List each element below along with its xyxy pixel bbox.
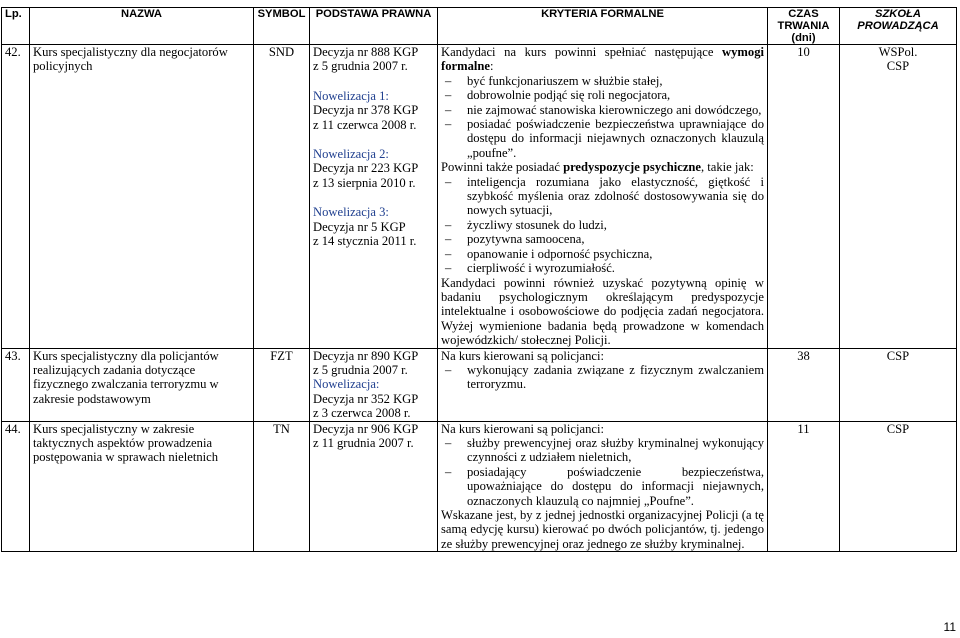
podstawa-line: z 5 grudnia 2007 r.: [313, 59, 408, 74]
header-podstawa: PODSTAWA PRAWNA: [310, 8, 438, 45]
row-42-symbol: SND: [254, 45, 310, 349]
list-item: – życzliwy stosunek do ludzi,: [445, 217, 607, 232]
kryteria-outro: Wskazane jest, by z jednej jednostki organizacyjnej Policji (a tę samą edycję kursu) kierować po dwóch policjantów, tj. jedengo ze służby prewencyjnej oraz jednego ze służby kryminalnej.: [441, 508, 764, 551]
podstawa-line: Decyzja nr 890 KGP: [313, 348, 419, 363]
kryteria-list: [441, 363, 764, 392]
nowelizacja-label: Nowelizacja 1:: [313, 88, 389, 103]
podstawa-line: Decyzja nr 378 KGP: [313, 103, 419, 118]
list-item: – opanowanie i odporność psychiczna,: [445, 246, 653, 261]
header-szkola-line2: PROWADZĄCA: [857, 20, 939, 32]
header-szkola: [840, 8, 957, 45]
kryteria-intro: Na kurs kierowani są policjanci:: [441, 421, 604, 436]
table-header-row: [2, 8, 957, 45]
list-item: – cierpliwość i wyrozumiałość.: [445, 261, 615, 276]
row-43-podstawa: [310, 348, 438, 421]
row-42-nazwa: Kurs specjalistyczny dla negocjatorów policyjnych: [30, 45, 254, 349]
row-44-symbol: TN: [254, 421, 310, 552]
row-42-kryteria: [438, 45, 768, 349]
row-43-kryteria: [438, 348, 768, 421]
podstawa-line: z 3 czerwca 2008 r.: [313, 406, 411, 421]
podstawa-line: z 5 grudnia 2007 r.: [313, 362, 408, 377]
podstawa-line: z 14 stycznia 2011 r.: [313, 234, 417, 249]
row-42-szkola: [840, 45, 957, 349]
kryteria-predyspozycje: Powinni także posiadać predyspozycje psychiczne, takie jak:: [441, 160, 754, 175]
podstawa-line: Decyzja nr 223 KGP: [313, 161, 419, 176]
table-row: [2, 421, 957, 552]
list-item: – inteligencja rozumiana jako elastyczność, giętkość i szybkość myślenia oraz zdolność dostosowywania się do nowych sytuacji,: [445, 174, 764, 218]
page-number: 11: [943, 620, 956, 634]
list-item: – dobrowolnie podjąć się roli negocjatora,: [445, 88, 671, 103]
nowelizacja-label: Nowelizacja 2:: [313, 147, 389, 162]
list-item: – posiadać poświadczenie bezpieczeństwa uprawniające do dostępu do informacji niejawnych oznaczonych klauzulą „poufne”.: [445, 117, 764, 160]
kryteria-list: [441, 74, 764, 160]
nowelizacja-label: Nowelizacja 3:: [313, 205, 389, 220]
szkola-line: WSPol.: [878, 45, 918, 59]
podstawa-line: z 11 czerwca 2008 r.: [313, 117, 417, 132]
list-item: – być funkcjonariuszem w służbie stałej,: [445, 73, 663, 88]
szkola-line: CSP: [886, 59, 910, 74]
podstawa-line: Decyzja nr 352 KGP: [313, 391, 419, 406]
row-42-lp: 42.: [2, 45, 30, 349]
row-43-lp: 43.: [2, 348, 30, 421]
kryteria-list: [441, 175, 764, 276]
row-42-czas: 10: [768, 45, 840, 349]
row-43-czas: 38: [768, 348, 840, 421]
kryteria-outro: Kandydaci powinni również uzyskać pozytywną opinię w badaniu psychologicznym określającym predyspozycje intelektualne i osobowościowe do podjęcia zadań negocjatora. Wyżej wymienione badania będą prowadzone w komendach wojewódzkich/ stołecznej Policji.: [441, 275, 764, 348]
list-item: – służby prewencyjnej oraz służby kryminalnej wykonujący czynności z udziałem nieletnich,: [445, 435, 764, 465]
header-nazwa: NAZWA: [30, 8, 254, 45]
row-43-szkola: CSP: [840, 348, 957, 421]
header-czas: [768, 8, 840, 45]
kryteria-intro: Na kurs kierowani są policjanci:: [441, 348, 604, 363]
row-44-kryteria: [438, 421, 768, 552]
header-czas-line2: TRWANIA (dni): [777, 20, 830, 44]
podstawa-line: Decyzja nr 5 KGP: [313, 219, 406, 234]
row-44-nazwa: Kurs specjalistyczny w zakresie taktycznych aspektów prowadzenia postępowania w sprawach nieletnich: [30, 421, 254, 552]
header-lp: Lp.: [2, 8, 30, 45]
list-item: – posiadający poświadczenie bezpieczeństwa, upoważniające do dostępu do informacji niejawnych, oznaczonych klauzulą co najmniej „Poufne”.: [445, 464, 764, 508]
row-44-czas: 11: [768, 421, 840, 552]
list-item: – wykonujący zadania związane z fizycznym zwalczaniem terroryzmu.: [445, 362, 764, 392]
podstawa-line: Decyzja nr 906 KGP: [313, 421, 419, 436]
table-row: [2, 348, 957, 421]
row-44-szkola: CSP: [840, 421, 957, 552]
row-44-lp: 44.: [2, 421, 30, 552]
row-42-podstawa: [310, 45, 438, 349]
header-symbol: SYMBOL: [254, 8, 310, 45]
podstawa-line: z 11 grudnia 2007 r.: [313, 435, 414, 450]
header-czas-line1: CZAS: [788, 8, 819, 20]
list-item: – nie zajmować stanowiska kierowniczego ani dowódczego,: [445, 102, 762, 117]
podstawa-line: z 13 sierpnia 2010 r.: [313, 175, 416, 190]
row-43-symbol: FZT: [254, 348, 310, 421]
table-row: [2, 45, 957, 349]
header-szkola-line1: SZKOŁA: [875, 8, 921, 20]
kryteria-intro: Kandydaci na kurs powinni spełniać następujące wymogi formalne:: [441, 45, 764, 74]
row-43-nazwa: Kurs specjalistyczny dla policjantów realizujących zadania dotyczące fizycznego zwalczania terroryzmu w zakresie podstawowym: [30, 348, 254, 421]
row-44-podstawa: [310, 421, 438, 552]
list-item: – pozytywna samoocena,: [445, 232, 585, 247]
header-kryteria: KRYTERIA FORMALNE: [438, 8, 768, 45]
nowelizacja-label: Nowelizacja:: [313, 377, 380, 392]
kryteria-list: [441, 436, 764, 508]
podstawa-line: Decyzja nr 888 KGP: [313, 45, 419, 59]
course-table: [1, 7, 957, 552]
